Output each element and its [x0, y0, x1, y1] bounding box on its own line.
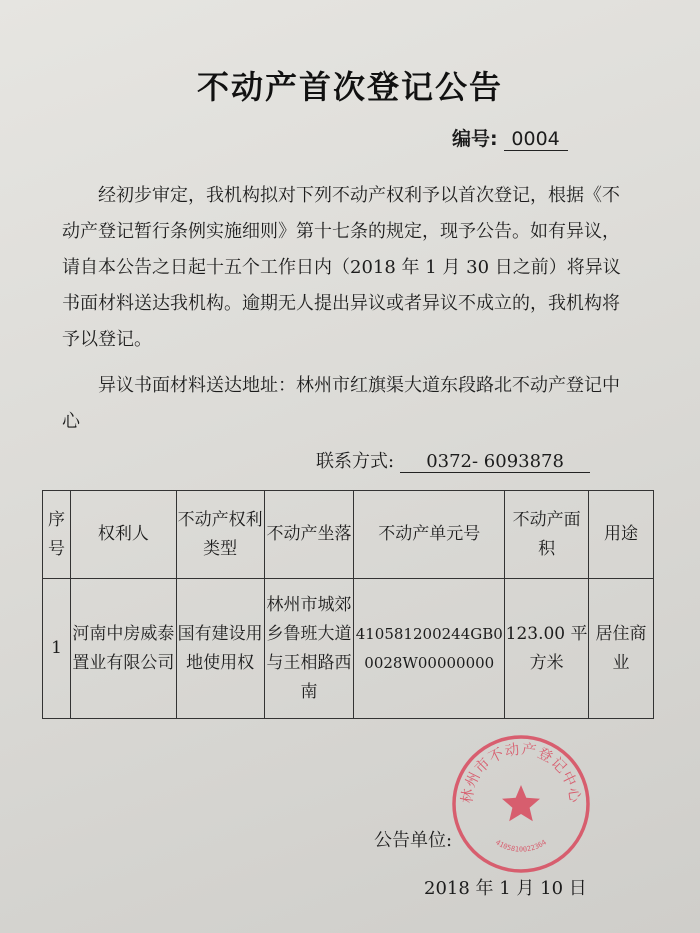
table-row: [43, 579, 654, 719]
seal-star-icon: [502, 785, 540, 821]
official-seal: [450, 733, 592, 875]
header-rights-holder: 权利人: [70, 491, 176, 579]
seal-code: 4105810022364: [494, 838, 548, 854]
serial-label: 编号:: [452, 128, 498, 150]
issuing-unit-label: 公告单位:: [374, 830, 453, 851]
registration-table: [42, 490, 654, 719]
header-rights-type: 不动产权利类型: [176, 491, 264, 579]
header-usage: 用途: [589, 491, 654, 579]
contact-line: [316, 447, 590, 473]
cell-unit-number: 410581200244GB00028W00000000: [354, 579, 505, 719]
cell-location: 林州市城郊乡鲁班大道与王相路西南: [264, 579, 354, 719]
announcement-body: 经初步审定，我机构拟对下列不动产权利予以首次登记，根据《不动产登记暂行条例实施细则》第十七条的规定，现予公告。如有异议，请自本公告之日起十五个工作日内（2018 年 1 月 30 日之前）将异议书面材料送达我机构。逾期无人提出异议或者异议不成立的，我机构将予以登记。: [62, 185, 621, 350]
cell-rights-type: 国有建设用地使用权: [176, 579, 264, 719]
cell-rights-holder: 河南中房威泰置业有限公司: [70, 579, 176, 719]
header-location: 不动产坐落: [264, 491, 354, 579]
contact-phone: 0372- 6093878: [400, 451, 590, 473]
seal-text: 林州市不动产登记中心: [459, 741, 583, 805]
cell-usage: 居住商业: [589, 579, 654, 719]
serial-number: 0004: [504, 128, 568, 151]
cell-area: 123.00 平方米: [505, 579, 589, 719]
header-unit-number: 不动产单元号: [354, 491, 505, 579]
header-area: 不动产面积: [505, 491, 589, 579]
announcement-date: 2018 年 1 月 10 日: [424, 878, 587, 899]
objection-address: 异议书面材料送达地址：林州市红旗渠大道东段路北不动产登记中心: [62, 375, 620, 432]
cell-index: 1: [43, 579, 71, 719]
header-index: 序号: [43, 491, 71, 579]
page-title: 不动产首次登记公告: [196, 68, 503, 106]
contact-label: 联系方式:: [316, 451, 395, 472]
table-header-row: [43, 491, 654, 579]
serial-number-line: [452, 124, 568, 151]
